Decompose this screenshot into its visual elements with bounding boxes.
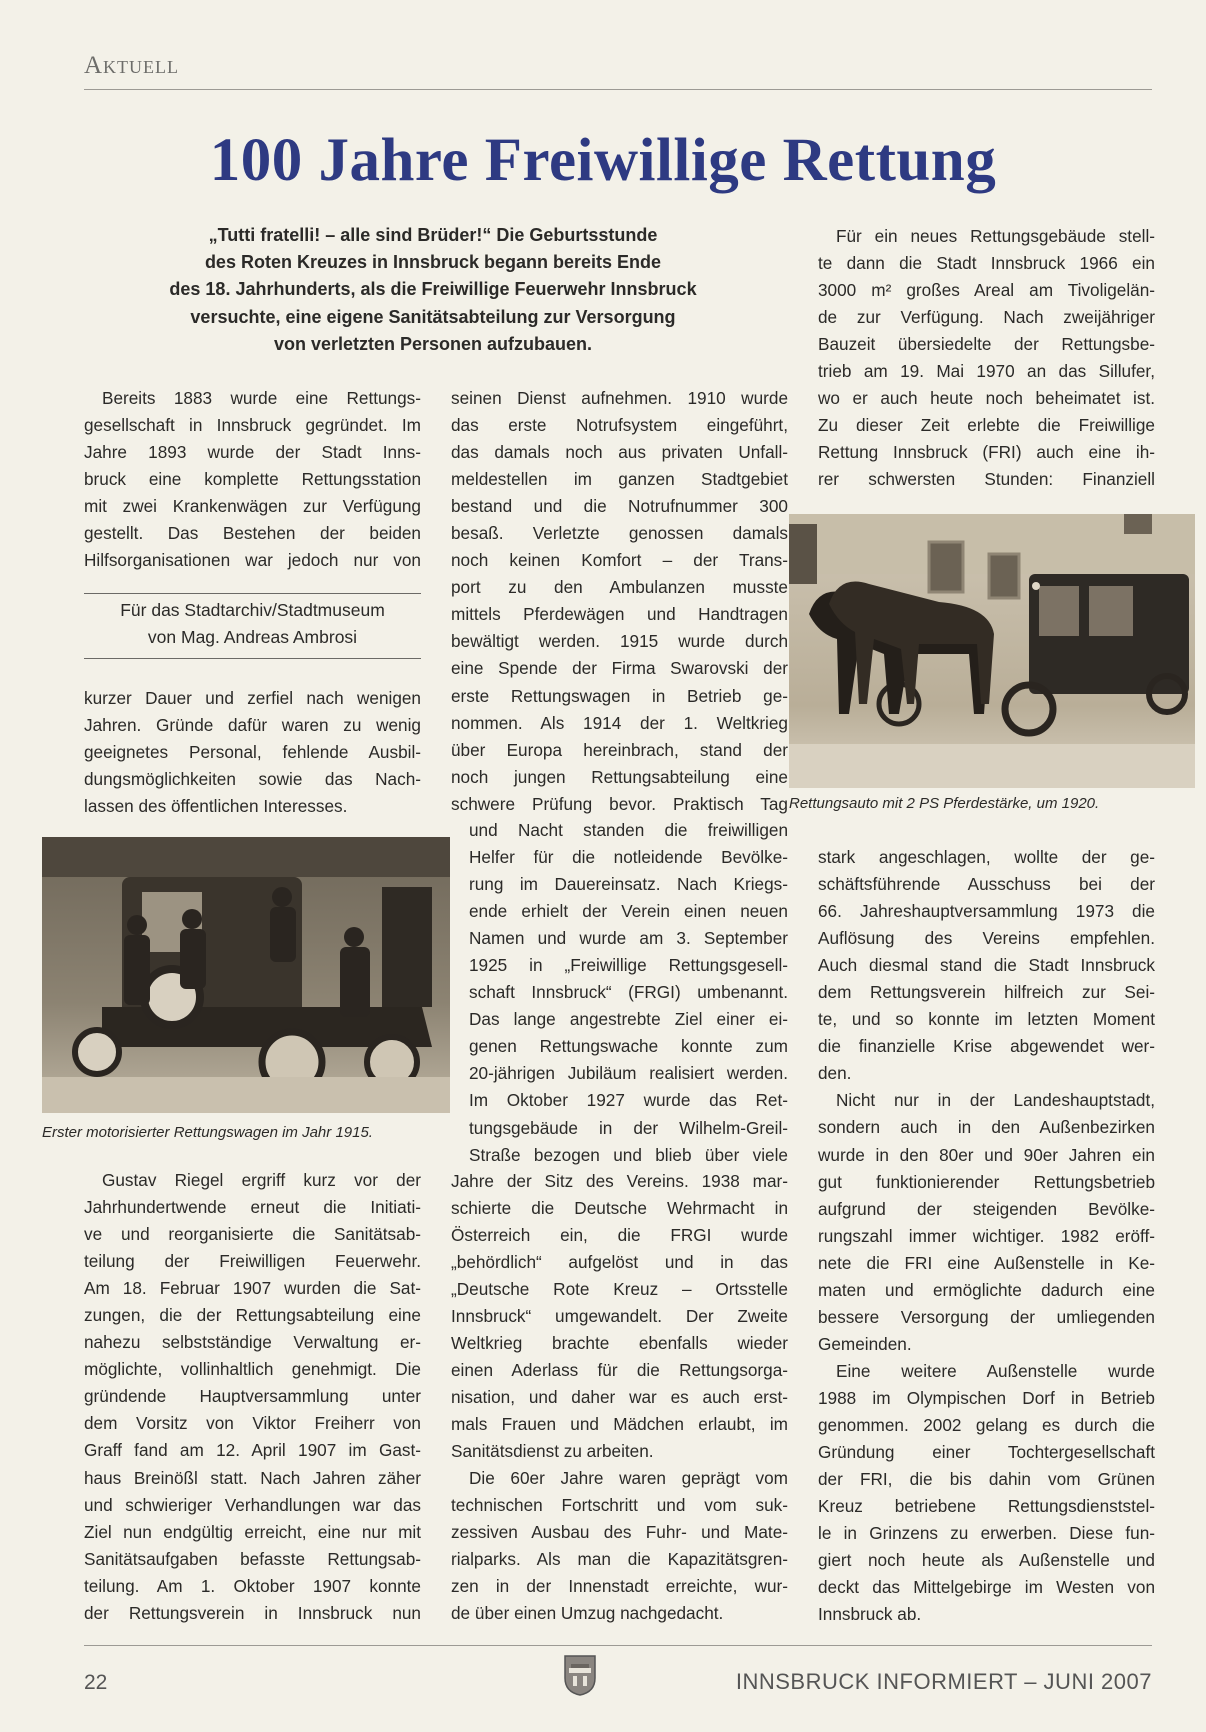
page-number: 22: [84, 1671, 108, 1694]
lead-line: des 18. Jahrhunderts, als die Freiwillige Feuerwehr Innsbruck: [169, 279, 697, 300]
text-line: nahezu selbstständige Verwaltung er-: [84, 1332, 421, 1353]
text-line: lassen des öffentlichen Interesses.: [84, 796, 348, 817]
text-line: Straße bezogen und blieb über viele: [469, 1144, 788, 1165]
photo-horse-ambulance: [789, 514, 1195, 788]
text-line: und schwieriger Verhandlungen war das: [84, 1494, 421, 1515]
text-line: teilung. Am 1. Oktober 1907 konnte: [84, 1575, 421, 1596]
photo-caption: Erster motorisierter Rettungswagen im Jahr 1915.: [42, 1124, 373, 1141]
text-line: ende erhielt der Verein einen neuen: [469, 901, 788, 922]
text-line: Das lange angestrebte Ziel einer ei-: [469, 1009, 788, 1030]
text-line: Gemeinden.: [818, 1333, 912, 1354]
column-2-text-inset: [469, 817, 788, 1169]
footer-rule: [84, 1645, 1152, 1646]
text-line: Im Oktober 1927 wurde das Ret-: [469, 1090, 788, 1111]
text-line: nisation, und daher war es auch erst-: [451, 1387, 788, 1408]
text-line: Für ein neues Rettungsgebäude stell-: [836, 226, 1155, 246]
text-line: Auflösung des Vereins empfehlen.: [818, 928, 1155, 949]
lead-line: des Roten Kreuzes in Innsbruck begann bereits Ende: [204, 252, 662, 273]
text-line: erste Rettungswagen in Betrieb ge-: [451, 685, 788, 706]
text-line: „behördlich“ aufgelöst und in das: [451, 1252, 788, 1273]
text-line: nommen. Als 1914 der 1. Weltkrieg: [451, 712, 788, 733]
column-1-text-middle: [84, 685, 421, 820]
text-line: mittels Pferdewägen und Handtragen: [451, 604, 788, 625]
text-line: Helfer für die notleidende Bevölke-: [469, 847, 788, 868]
text-line: Rettung Innsbruck (FRI) auch eine ih-: [818, 442, 1155, 463]
text-line: Sanitätsdienst zu arbeiten.: [451, 1441, 654, 1462]
text-line: rer schwersten Stunden: Finanziell: [818, 469, 1155, 490]
text-line: rialparks. Als man die Kapazitätsgren-: [451, 1549, 788, 1570]
text-line: schwere Prüfung bevor. Praktisch Tag: [451, 793, 788, 814]
text-line: mals Frauen und Mädchen erlaubt, im: [451, 1414, 788, 1435]
text-line: haus Breinößl statt. Nach Jahren zäher: [84, 1467, 421, 1488]
publication-footer: INNSBRUCK INFORMIERT – JUNI 2007: [735, 1669, 1152, 1694]
byline-line: Für das Stadtarchiv/Stadtmuseum: [120, 600, 385, 620]
text-line: Eine weitere Außenstelle wurde: [836, 1360, 1155, 1381]
text-line: Kreuz betriebene Rettungsdienststel-: [818, 1496, 1155, 1517]
text-line: der Rettungsverein in Innsbruck nun: [84, 1602, 421, 1623]
text-line: gesellschaft in Innsbruck gegründet. Im: [84, 415, 421, 436]
text-line: Jahre 1893 wurde der Stadt Inns-: [84, 442, 421, 463]
text-line: Sanitätsaufgaben befasste Rettungsab-: [84, 1548, 421, 1569]
innsbruck-coat-of-arms-icon: [563, 1652, 597, 1696]
text-line: Nicht nur in der Landeshauptstadt,: [836, 1090, 1155, 1111]
text-line: sondern auch in den Außenbezirken: [818, 1117, 1155, 1138]
text-line: port zu den Ambulanzen musste: [451, 577, 788, 598]
text-line: 1988 im Olympischen Dorf in Betrieb: [818, 1387, 1155, 1408]
text-line: deckt das Mittelgebirge im Westen von: [818, 1577, 1155, 1598]
text-line: den.: [818, 1063, 852, 1084]
text-line: wurde in den 80er und 90er Jahren ein: [818, 1144, 1155, 1165]
text-line: bruck eine komplette Rettungsstation: [84, 469, 421, 490]
section-label: Aktuell: [84, 52, 180, 79]
text-line: teilung der Freiwilligen Feuerwehr.: [84, 1251, 421, 1272]
text-line: le in Grinzens zu erwerben. Diese fun-: [818, 1523, 1155, 1544]
text-line: te dann die Stadt Innsbruck 1966 ein: [818, 253, 1155, 274]
text-line: seinen Dienst aufnehmen. 1910 wurde: [451, 388, 788, 408]
text-line: über Europa hereinbrach, stand der: [451, 739, 788, 760]
header-rule: [84, 89, 1152, 90]
text-line: der FRI, die bis dahin vom Grünen: [818, 1469, 1155, 1490]
text-line: genen Rettungswache konnte zum: [469, 1036, 788, 1057]
column-2-text-lower: [451, 1168, 788, 1466]
text-line: tungsgebäude in der Wilhelm-Greil-: [469, 1117, 788, 1138]
text-line: bessere Versorgung der umliegenden: [818, 1306, 1155, 1327]
text-line: zen in der Innenstadt erreichte, wur-: [451, 1576, 788, 1597]
column-2-text-top: [451, 385, 788, 818]
text-line: zessiven Ausbau des Fuhr- und Mate-: [451, 1522, 788, 1543]
lead-line: versuchte, eine eigene Sanitätsabteilung zur Versorgung: [190, 306, 676, 327]
text-line: schierte die Deutsche Wehrmacht in: [451, 1198, 788, 1219]
lead-line: von verletzten Personen aufzubauen.: [273, 333, 593, 354]
column-1-text-top: [84, 385, 421, 574]
text-line: das damals noch aus privaten Unfall-: [451, 442, 788, 463]
text-line: kurzer Dauer und zerfiel nach wenigen: [84, 688, 421, 708]
column-1-text-bottom: [84, 1167, 421, 1627]
text-line: „Deutsche Rote Kreuz – Ortsstelle: [451, 1279, 788, 1300]
text-line: Gustav Riegel ergriff kurz vor der: [102, 1170, 421, 1190]
text-line: Innsbruck“ umgewandelt. Der Zweite: [451, 1306, 788, 1327]
text-line: Ziel nun endgültig erreicht, eine nur mit: [84, 1521, 421, 1542]
text-line: Bereits 1883 wurde eine Rettungs-: [102, 388, 421, 408]
article-title: 100 Jahre Freiwillige Rettung: [209, 127, 997, 194]
column-2-text-bottom: [451, 1465, 788, 1627]
column-3-text-top: [818, 223, 1155, 493]
text-line: schäftsführende Ausschuss bei der: [818, 874, 1155, 895]
text-line: bestand und die Notrufnummer 300: [451, 496, 788, 517]
text-line: trieb am 19. Mai 1970 an das Sillufer,: [818, 361, 1155, 382]
photo-caption: Rettungsauto mit 2 PS Pferdestärke, um 1920.: [789, 795, 1100, 812]
text-line: genommen. 2002 gelang es durch die: [818, 1414, 1155, 1435]
photo-first-ambulance-1915: [42, 837, 450, 1113]
text-line: nete die FRI eine Außenstelle in Ke-: [818, 1252, 1155, 1273]
text-line: Bauzeit übersiedelte der Rettungsbe-: [818, 334, 1155, 355]
text-line: Namen und wurde am 3. September: [469, 928, 788, 949]
text-line: das erste Notrufsystem eingeführt,: [451, 415, 788, 436]
text-line: rungszahl immer wichtiger. 1982 eröff-: [818, 1225, 1155, 1246]
text-line: Auch diesmal stand die Stadt Innsbruck: [818, 955, 1155, 976]
text-line: meldestellen im ganzen Stadtgebiet: [451, 469, 788, 490]
text-line: ve und reorganisierte die Sanitätsab-: [84, 1224, 421, 1245]
text-line: mit zwei Krankenwägen zur Verfügung: [84, 496, 421, 517]
text-line: Österreich ein, die FRGI wurde: [451, 1225, 788, 1246]
lead-paragraph: [95, 222, 771, 358]
text-line: Gründung einer Tochtergesellschaft: [818, 1442, 1155, 1463]
text-line: Innsbruck ab.: [818, 1604, 922, 1625]
text-line: Graff fand am 12. April 1907 im Gast-: [84, 1440, 421, 1461]
text-line: besaß. Verletzte genossen damals: [451, 523, 788, 544]
text-line: möglichte, vollinhaltlich genehmigt. Die: [84, 1359, 421, 1380]
text-line: maten und ermöglichte dadurch eine: [818, 1279, 1155, 1300]
text-line: Die 60er Jahre waren geprägt vom: [469, 1468, 788, 1488]
text-line: gut funktionierender Rettungsbetrieb: [818, 1171, 1155, 1192]
text-line: Hilfsorganisationen war jedoch nur von: [84, 550, 421, 571]
text-line: gründende Hauptversammlung unter: [84, 1386, 421, 1407]
text-line: und Nacht standen die freiwilligen: [469, 820, 788, 840]
text-line: stark angeschlagen, wollte der ge-: [818, 847, 1155, 867]
text-line: geeignetes Personal, fehlende Ausbil-: [84, 742, 421, 763]
author-byline: [84, 593, 421, 659]
text-line: 66. Jahreshauptversammlung 1973 die: [818, 901, 1155, 922]
text-line: de über einen Umzug nachgedacht.: [451, 1603, 724, 1624]
text-line: Zu dieser Zeit erlebte die Freiwillige: [818, 415, 1155, 436]
text-line: noch jungen Rettungsabteilung eine: [451, 766, 788, 787]
text-line: die finanzielle Krise abgewendet wer-: [818, 1036, 1155, 1057]
text-line: schaft Innsbruck“ (FRGI) umbenannt.: [469, 982, 788, 1003]
text-line: dem Rettungsverein hilfreich zur Sei-: [818, 982, 1155, 1003]
text-line: Am 18. Februar 1907 wurden die Sat-: [84, 1278, 421, 1299]
text-line: Jahre der Sitz des Vereins. 1938 mar-: [451, 1171, 788, 1191]
column-3-text-bottom: [818, 844, 1155, 1628]
text-line: 1925 in „Freiwillige Rettungsgesell-: [469, 955, 788, 976]
text-line: Weltkrieg brachte ebenfalls wieder: [451, 1333, 788, 1354]
text-line: dungsmöglichkeiten sowie das Nach-: [84, 769, 421, 790]
text-line: einen Aderlass für die Rettungsorga-: [451, 1360, 788, 1381]
text-line: wo er auch heute noch beheimatet ist.: [818, 388, 1155, 409]
text-line: zungen, die der Rettungsabteilung eine: [84, 1305, 421, 1326]
text-line: eine Spende der Firma Swarovski der: [451, 658, 788, 679]
text-line: te, und so konnte im letzten Moment: [818, 1009, 1155, 1030]
text-line: Jahren. Gründe dafür waren zu wenig: [84, 715, 421, 736]
lead-line: „Tutti fratelli! – alle sind Brüder!“ Die Geburtsstunde: [208, 225, 658, 245]
text-line: noch keinen Komfort – der Trans-: [451, 550, 788, 571]
text-line: dem Vorsitz von Viktor Freiherr von: [84, 1413, 421, 1434]
text-line: giert noch heute als Außenstelle und: [818, 1550, 1155, 1571]
text-line: 20-jährigen Jubiläum realisiert werden.: [469, 1063, 788, 1084]
text-line: rung im Dauereinsatz. Nach Kriegs-: [469, 874, 788, 895]
text-line: Jahrhundertwende erneut die Initiati-: [84, 1197, 421, 1218]
text-line: de zur Verfügung. Nach zweijähriger: [818, 307, 1155, 328]
text-line: gestellt. Das Bestehen der beiden: [84, 523, 421, 544]
text-line: 3000 m² großes Areal am Tivoligelän-: [818, 280, 1155, 301]
text-line: technischen Fortschritt und vom suk-: [451, 1495, 788, 1516]
text-line: aufgrund der steigenden Bevölke-: [818, 1198, 1155, 1219]
text-line: bewältigt werden. 1915 wurde durch: [451, 631, 788, 652]
byline-line: von Mag. Andreas Ambrosi: [147, 627, 358, 647]
